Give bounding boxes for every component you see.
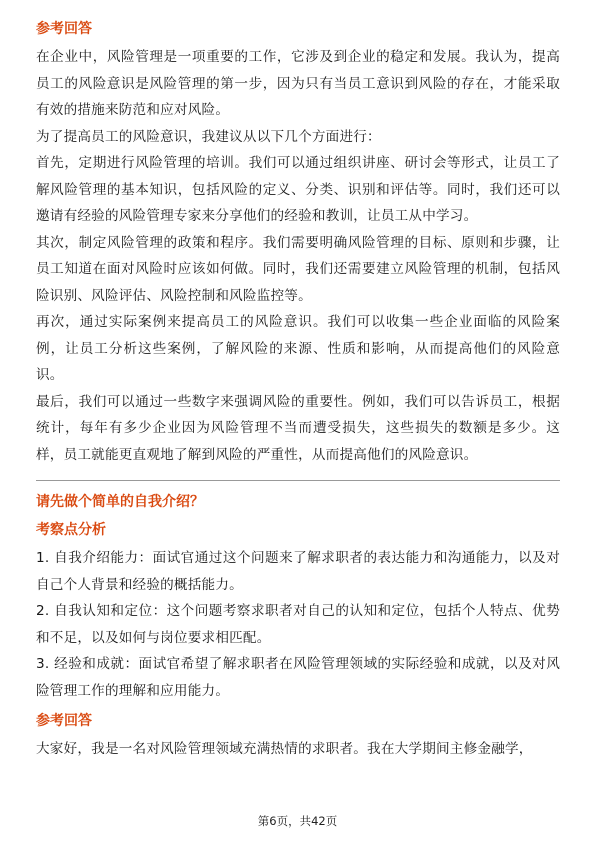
answer-paragraph: 首先，定期进行风险管理的培训。我们可以通过组织讲座、研讨会等形式，让员工了解风险管理的基本知识，包括风险的定义、分类、识别和评估等。同时，我们还可以邀请有经验的风险管理专家来分享他们的经验和教训，让员工从中学习。	[36, 155, 560, 224]
answer-paragraph: 在企业中，风险管理是一项重要的工作，它涉及到企业的稳定和发展。我认为，提高员工的风险意识是风险管理的第一步，因为只有当员工意识到风险的存在，才能采取有效的措施来防范和应对风险。	[36, 49, 560, 118]
answer-heading: 参考回答	[36, 713, 92, 729]
section-divider	[36, 480, 560, 481]
question-heading: 请先做个简单的自我介绍？	[36, 494, 204, 510]
answer-paragraph: 再次，通过实际案例来提高员工的风险意识。我们可以收集一些企业面临的风险案例，让员工分析这些案例，了解风险的来源、性质和影响，从而提高他们的风险意识。	[36, 314, 560, 383]
document-page	[36, 18, 560, 763]
answer-heading: 参考回答	[36, 21, 92, 37]
answer-paragraph: 为了提高员工的风险意识，我建议从以下几个方面进行：	[36, 128, 381, 145]
page-indicator: 第6页，共42页	[257, 814, 338, 828]
analysis-point: 3. 经验和成就：面试官希望了解求职者在风险管理领域的实际经验和成就，以及对风险管理工作的理解和应用能力。	[36, 656, 560, 699]
analysis-point: 1. 自我介绍能力：面试官通过这个问题来了解求职者的表达能力和沟通能力，以及对自己个人背景和经验的概括能力。	[36, 550, 560, 593]
answer-paragraph: 其次，制定风险管理的政策和程序。我们需要明确风险管理的目标、原则和步骤，让员工知道在面对风险时应该如何做。同时，我们还需要建立风险管理的机制，包括风险识别、风险评估、风险控制和风险监控等。	[36, 234, 560, 304]
answer-paragraph: 大家好，我是一名对风险管理领域充满热情的求职者。我在大学期间主修金融学，	[36, 741, 533, 757]
analysis-heading: 考察点分析	[36, 522, 106, 538]
answer-paragraph: 最后，我们可以通过一些数字来强调风险的重要性。例如，我们可以告诉员工，根据统计，每年有多少企业因为风险管理不当而遭受损失，这些损失的数额是多少。这样，员工就能更直观地了解到风险的严重性，从而提高他们的风险意识。	[36, 393, 560, 463]
analysis-point: 2. 自我认知和定位：这个问题考察求职者对自己的认知和定位，包括个人特点、优势和不足，以及如何与岗位要求相匹配。	[36, 603, 560, 646]
